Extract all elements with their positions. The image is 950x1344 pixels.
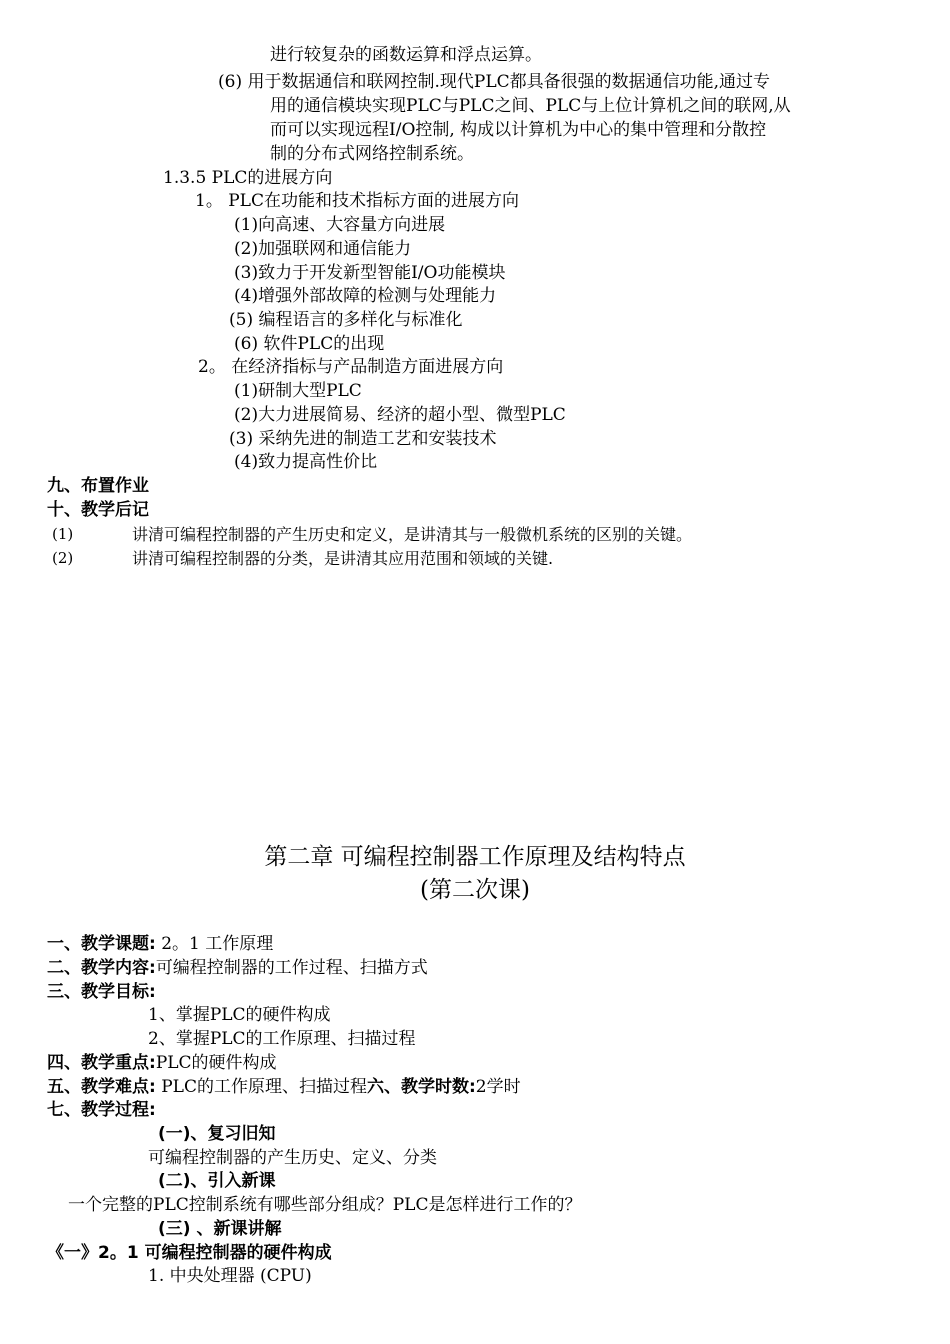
text-line: 制的分布式网络控制系统。 [270, 144, 474, 164]
list-item: (4)增强外部故障的检测与处理能力 [234, 286, 497, 306]
list-item: (2)大力进展简易、经济的超小型、微型PLC [234, 405, 566, 425]
process-step-text: 可编程控制器的产生历史、定义、分类 [148, 1148, 437, 1168]
value: 2学时 [475, 1077, 521, 1097]
label: 四、教学重点: [47, 1053, 156, 1073]
goal-item: 1、掌握PLC的硬件构成 [148, 1005, 331, 1025]
text-line: 用的通信模块实现PLC与PLC之间、PLC与上位计算机之间的联网,从 [270, 96, 791, 116]
list-item: (6) 软件PLC的出现 [234, 334, 385, 354]
value: 可编程控制器的工作过程、扫描方式 [155, 958, 428, 978]
section-heading: 1.3.5 PLC的进展方向 [163, 168, 333, 188]
subsection-heading: 1。 PLC在功能和技术指标方面的进展方向 [195, 191, 519, 211]
text-line: (6) 用于数据通信和联网控制.现代PLC都具备很强的数据通信功能,通过专 [218, 72, 771, 92]
note-text: 讲清可编程控制器的分类，是讲清其应用范围和领域的关键. [132, 549, 554, 568]
list-item: (3) 采纳先进的制造工艺和安装技术 [229, 429, 497, 449]
chapter-subtitle: (第二次课) [420, 877, 530, 903]
text-line: 进行较复杂的函数运算和浮点运算。 [270, 45, 542, 65]
list-item: 1. 中央处理器 (CPU) [148, 1266, 312, 1286]
section-heading: 十、教学后记 [47, 500, 149, 520]
lesson-goals-label: 三、教学目标: [47, 982, 156, 1002]
subsection-heading: 2。 在经济指标与产品制造方面进展方向 [198, 357, 504, 377]
lesson-topic [47, 933, 273, 956]
section-heading: 九、布置作业 [47, 476, 149, 496]
lesson-key-point [47, 1052, 277, 1075]
goal-item: 2、掌握PLC的工作原理、扫描过程 [148, 1029, 416, 1049]
note-number: (2) [52, 549, 74, 567]
process-step-text: 一个完整的PLC控制系统有哪些部分组成？PLC是怎样进行工作的？ [68, 1195, 582, 1215]
list-item: (1)研制大型PLC [234, 381, 362, 401]
label: 六、教学时数: [366, 1077, 476, 1097]
label: 五、教学难点: [47, 1077, 156, 1097]
text-line: 而可以实现远程I/O控制, 构成以计算机为中心的集中管理和分散控 [270, 120, 767, 140]
lesson-process-label: 七、教学过程: [47, 1100, 156, 1120]
list-item: (3)致力于开发新型智能I/O功能模块 [234, 263, 506, 283]
chapter-title: 第二章 可编程控制器工作原理及结构特点 [264, 844, 686, 870]
label: 一、教学课题: [47, 934, 156, 954]
process-step-heading: (三) 、新课讲解 [158, 1219, 282, 1239]
label: 二、教学内容: [47, 958, 156, 978]
value: 2。1 工作原理 [155, 934, 274, 954]
note-number: (1) [52, 525, 74, 543]
list-item: (4)致力提高性价比 [234, 452, 378, 472]
value: PLC的硬件构成 [155, 1053, 277, 1073]
value: PLC的工作原理、扫描过程 [155, 1077, 367, 1097]
section-heading: 《一》2。1 可编程控制器的硬件构成 [47, 1243, 332, 1263]
list-item: (5) 编程语言的多样化与标准化 [229, 310, 463, 330]
lesson-difficulty [47, 1076, 521, 1099]
process-step-heading: (一)、复习旧知 [158, 1124, 276, 1144]
list-item: (2)加强联网和通信能力 [234, 239, 412, 259]
process-step-heading: (二)、引入新课 [158, 1171, 276, 1191]
lesson-content [47, 957, 428, 980]
list-item: (1)向高速、大容量方向进展 [234, 215, 446, 235]
note-text: 讲清可编程控制器的产生历史和定义，是讲清其与一般微机系统的区别的关键。 [132, 525, 693, 544]
